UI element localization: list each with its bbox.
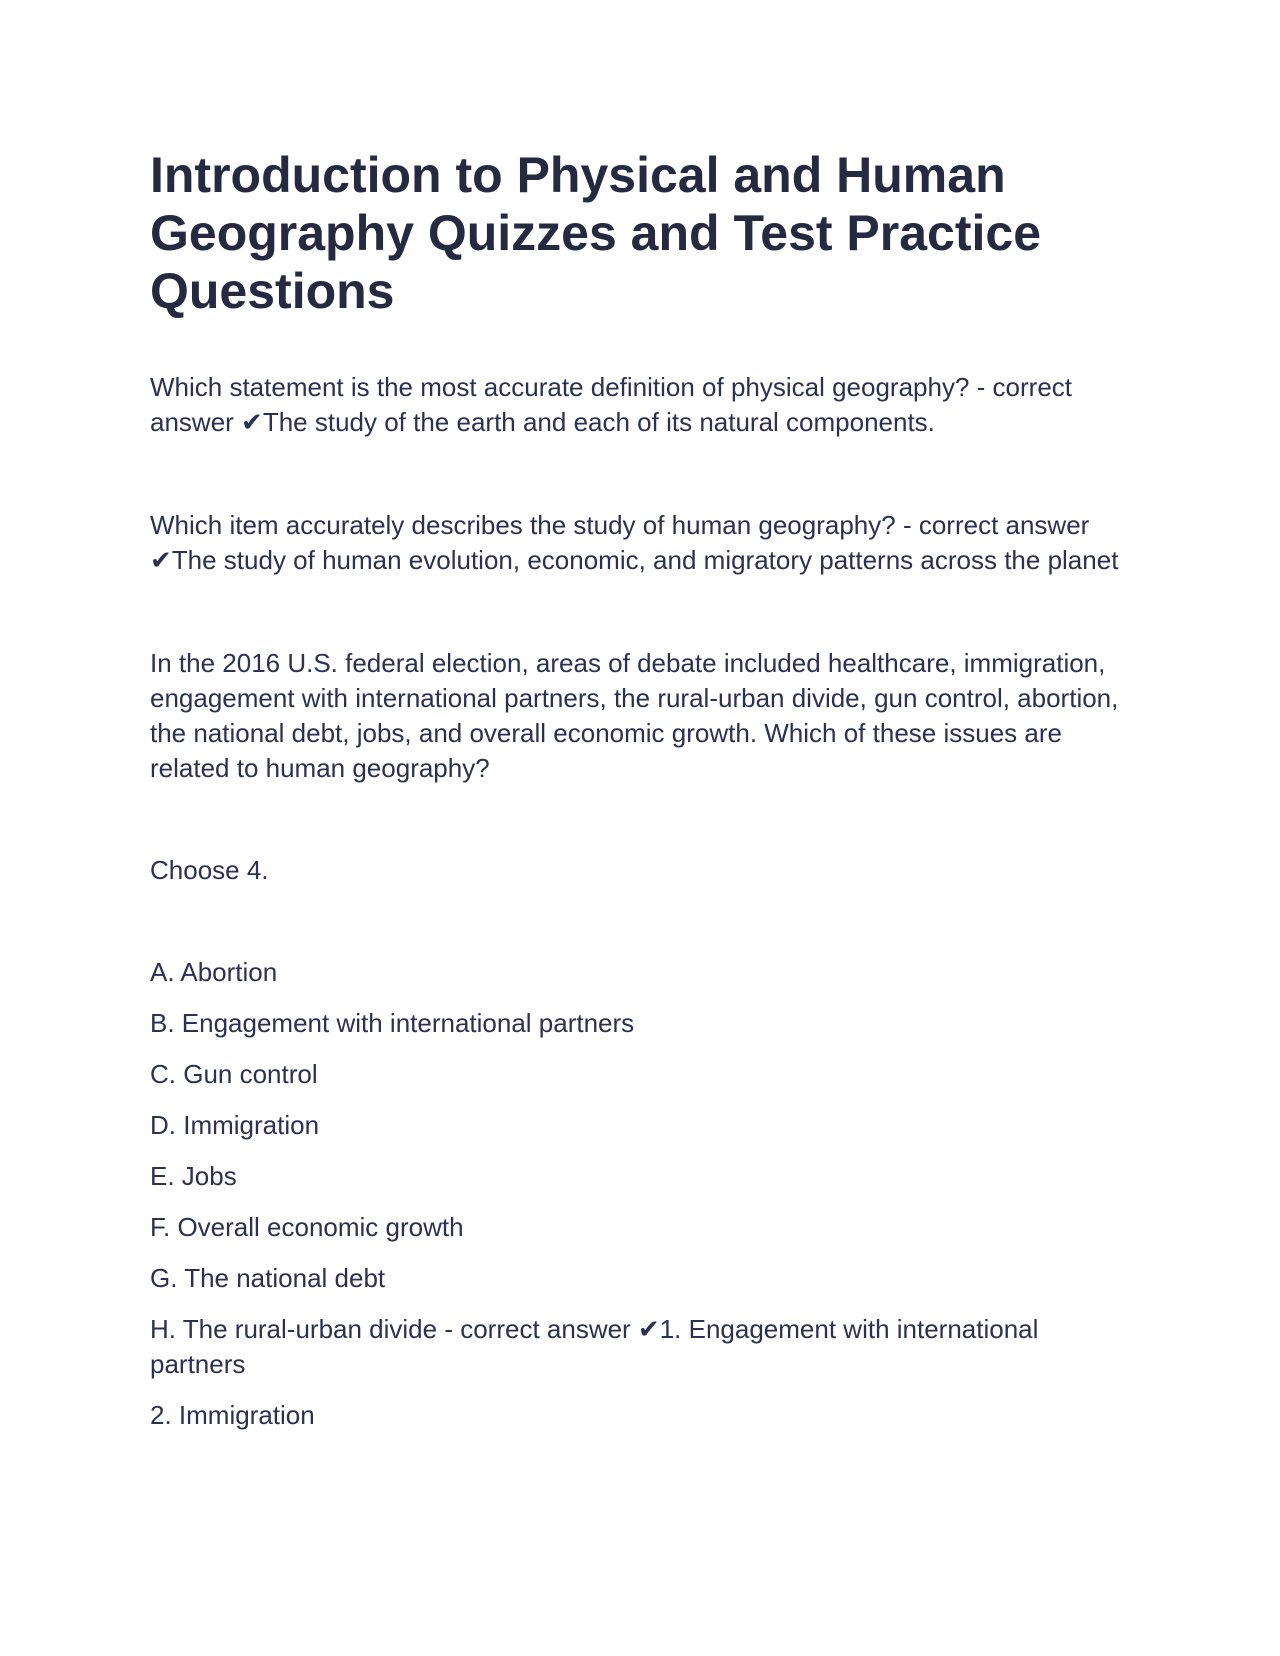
question-3: In the 2016 U.S. federal election, areas of debate included healthcare, immigration, engagement with international partners, the rural-urban divide, gun control, abortion, the national debt, jobs, and overall economic growth. Which of these issues are related to human geography?: [150, 648, 1119, 783]
question-1: Which statement is the most accurate definition of physical geography? - correct answer ✔The study of the earth and each of its natural components.: [150, 372, 1072, 437]
option-b: B. Engagement with international partners: [150, 1008, 635, 1038]
page-title: Introduction to Physical and Human Geography Quizzes and Test Practice Questions: [150, 147, 1042, 319]
answer-item-2: 2. Immigration: [150, 1400, 315, 1430]
answer-options-list: [150, 955, 1130, 1433]
option-g: G. The national debt: [150, 1263, 386, 1293]
question-2: Which item accurately describes the study of human geography? - correct answer ✔The study of human evolution, economic, and migratory patterns across the planet: [150, 510, 1119, 575]
question-3-instruction: Choose 4.: [150, 855, 269, 885]
option-d: D. Immigration: [150, 1110, 320, 1140]
option-a: A. Abortion: [150, 957, 278, 987]
option-e: E. Jobs: [150, 1161, 237, 1191]
document-page: [150, 146, 1130, 1449]
option-c: C. Gun control: [150, 1059, 318, 1089]
option-h-with-answer: H. The rural-urban divide - correct answer ✔1. Engagement with international partners: [150, 1314, 1039, 1379]
option-f: F. Overall economic growth: [150, 1212, 464, 1242]
